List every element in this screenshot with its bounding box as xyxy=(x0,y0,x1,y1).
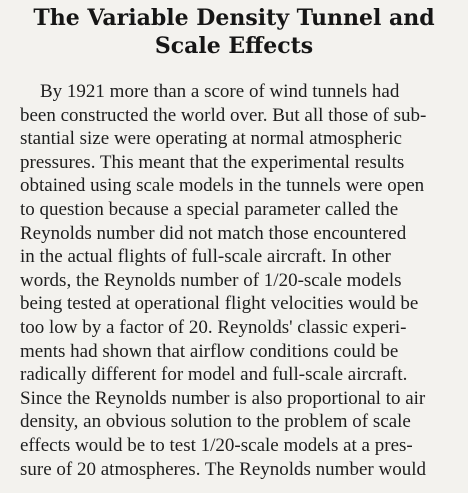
body-line: in the actual flights of full-scale aircraft. In other xyxy=(20,246,391,268)
body-line: pressures. This meant that the experimental results xyxy=(20,151,405,173)
body-line: stantial size were operating at normal atmospheric xyxy=(20,128,402,150)
body-line: radically different for model and full-scale aircraft. xyxy=(20,364,408,386)
body-line: By 1921 more than a score of wind tunnels had xyxy=(40,81,400,102)
title-line-1: The Variable Density Tunnel and xyxy=(33,5,435,31)
body-line: Reynolds number did not match those encountered xyxy=(20,222,407,244)
body-line: to question because a special parameter called the xyxy=(20,198,399,220)
body-line: density, an obvious solution to the problem of scale xyxy=(20,411,411,433)
body-line: words, the Reynolds number of 1/20-scale models xyxy=(20,269,402,291)
body-line: Since the Reynolds number is also proportional to air xyxy=(20,387,426,409)
body-line: ments had shown that airflow conditions could be xyxy=(20,340,399,362)
body-line: being tested at operational flight velocities would be xyxy=(20,293,419,315)
title-line-2: Scale Effects xyxy=(154,33,314,59)
body-line: been constructed the world over. But all those of sub- xyxy=(20,104,427,126)
body-line: too low by a factor of 20. Reynolds' classic experi- xyxy=(20,316,407,338)
body-line: sure of 20 atmospheres. The Reynolds number would xyxy=(20,458,426,480)
body-paragraph xyxy=(20,80,460,481)
body-line: effects would be to test 1/20-scale models at a pres- xyxy=(20,434,413,456)
body-line: obtained using scale models in the tunnels were open xyxy=(20,175,425,197)
